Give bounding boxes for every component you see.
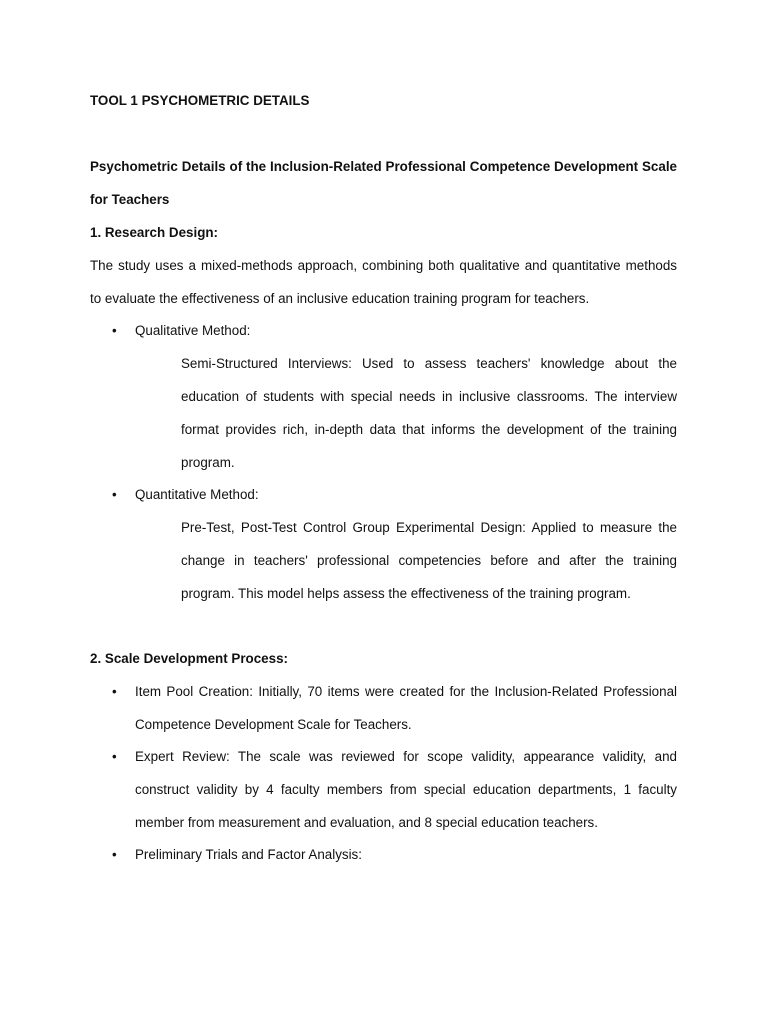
list-item-quantitative-method [90, 478, 677, 511]
list-item-label: Qualitative Method: [135, 323, 251, 338]
bullet-icon: • [112, 487, 117, 502]
section-heading-research-design: 1. Research Design: [90, 225, 219, 240]
list-item-qualitative-method [90, 314, 677, 347]
document-title: TOOL 1 PSYCHOMETRIC DETAILS [90, 93, 310, 108]
list-item-text: Expert Review: The scale was reviewed for scope validity, appearance validity, and construct validity by 4 faculty members from special education departments, 1 faculty member from measurement and evaluation, and 8 special education teachers. [135, 749, 677, 830]
bullet-icon: • [112, 684, 117, 699]
list-item-text: Item Pool Creation: Initially, 70 items were created for the Inclusion-Related Professional Competence Development Scale for Teachers. [135, 684, 677, 732]
qualitative-method-detail: Semi-Structured Interviews: Used to assess teachers' knowledge about the education of students with special needs in inclusive classrooms. The interview format provides rich, in-depth data that informs the development of the training program. [181, 356, 677, 470]
document-subtitle: Psychometric Details of the Inclusion-Related Professional Competence Development Scale for Teachers [90, 159, 677, 207]
bullet-icon: • [112, 749, 117, 764]
research-design-intro: The study uses a mixed-methods approach, combining both qualitative and quantitative methods to evaluate the effectiveness of an inclusive education training program for teachers. [90, 258, 677, 306]
list-item-text: Preliminary Trials and Factor Analysis: [135, 847, 362, 862]
section-heading-scale-development: 2. Scale Development Process: [90, 651, 288, 666]
list-item-expert-review [90, 740, 677, 839]
list-item-preliminary-trials [90, 838, 677, 871]
bullet-icon: • [112, 847, 117, 862]
quantitative-method-detail: Pre-Test, Post-Test Control Group Experimental Design: Applied to measure the change in teachers' professional competencies before and after the training program. This model helps assess the effectiveness of the training program. [181, 520, 677, 601]
list-item-label: Quantitative Method: [135, 487, 259, 502]
list-item-item-pool-creation [90, 675, 677, 741]
bullet-icon: • [112, 323, 117, 338]
